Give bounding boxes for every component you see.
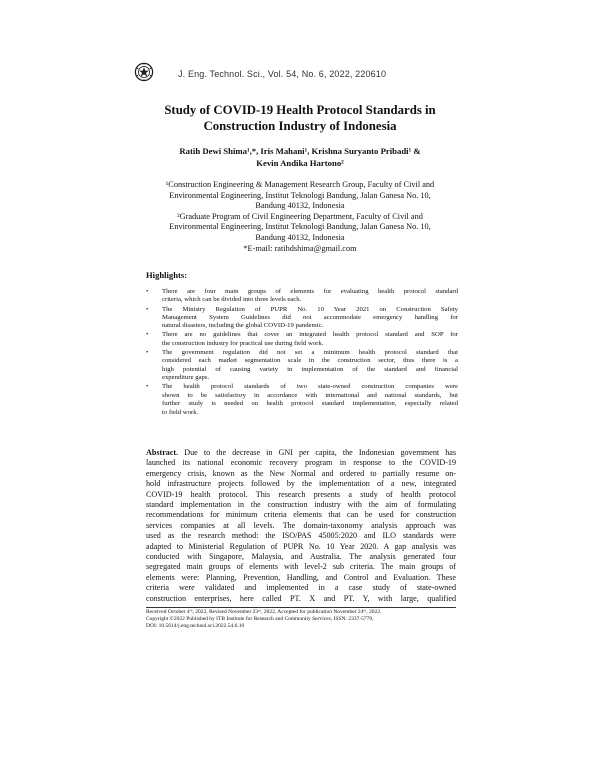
highlight-item [146,383,458,417]
affiliation-line: Bandung 40132, Indonesia [255,232,345,242]
abstract-line: used as the research method: the ISO/PAS 45005:2020 and ILO standards were [146,531,456,541]
received-dates: Received October 4ᵗʰ, 2022, Revised November 23ʳᵈ, 2022, Accepted for publication November 24ᵗʰ, 2022. [146,609,382,615]
highlight-line: There are four main groups of elements for evaluating health protocol standard [162,288,458,295]
highlight-item [146,288,458,305]
highlight-line: shown to be satisfactory in accordance with international and national standards, but [162,391,458,399]
author-line: Kevin Andika Hartono² [256,157,344,168]
highlight-line: The health protocol standards of two state-owned construction companies were [162,383,458,391]
affiliation-line: ²Graduate Program of Civil Engineering Department, Faculty of Civil and [177,211,423,221]
title-line: Study of COVID-19 Health Protocol Standards in [164,103,436,117]
copyright-notice: Copyright ©2022 Published by ITB Institute for Research and Community Services, ISSN: 2337-5779, [146,616,374,623]
abstract-line: adapted to Ministerial Regulation of PUPR No. 10 Year 2020. A gap analysis was [146,541,456,551]
highlight-line: Management System Guidelines did not accommodate emergency handling for [162,313,458,321]
highlights-list [146,288,458,418]
highlight-line: further study is needed on health protocol standard implementation, especially related [162,400,458,408]
title-line: Construction Industry of Indonesia [203,119,397,133]
journal-citation: J. Eng. Technol. Sci., Vol. 54, No. 6, 2022, 220610 [178,69,387,79]
bullet-icon: • [146,331,149,339]
abstract-line: services companies at all levels. The domain-taxonomy analysis approach was [146,520,456,530]
abstract-line-text: Due to the decrease in GNI per capita, the Indonesian government has [178,448,456,457]
abstract-line: elements were: Planning, Prevention, Handling, and Control and Evaluation. These [146,572,456,582]
abstract-line: hold infrastructure projects followed by the implementation of a new, integrated [146,479,456,489]
highlight-item [146,349,458,383]
bullet-icon: • [146,305,149,313]
abstract-line [146,448,456,458]
highlight-line: criteria, which can be divided into three levels each. [162,296,302,304]
abstract-line: launched its national economic recovery program in response to the COVID-19 [146,458,456,468]
bullet-icon: • [146,288,149,295]
abstract-line: COVID-19 health protocol. This research presents a study of health protocol [146,489,456,499]
abstract-line: recommendations for minimum criteria elements that can be used for construction [146,510,456,520]
highlight-line: The Ministry Regulation of PUPR No. 10 Year 2021 on Construction Safety [162,305,458,313]
corresponding-email: *E-mail: ratihdshima@gmail.com [243,243,357,253]
bullet-icon: • [146,383,149,391]
doi: DOI: 10.5614/j.eng.technol.sci.2022.54.6.10 [146,623,245,630]
abstract-line: criteria were validated and implemented in a case study of state-owned [146,583,456,593]
affiliation-line: Bandung 40132, Indonesia [255,201,345,211]
author-list [140,146,460,169]
affiliations [140,180,460,254]
abstract-label: Abstract. [146,448,179,457]
paper-title [140,102,460,134]
highlights-heading: Highlights: [146,270,188,280]
highlight-line: high potential of causing variety in implementation of the standard and financial [162,365,458,373]
highlight-item [146,306,458,331]
affiliation-line: Environmental Engineering, Institut Teknologi Bandung, Jalan Ganesa No. 10, [169,222,431,232]
abstract [146,448,456,604]
highlight-line: to field work. [162,408,199,416]
highlight-item [146,331,458,348]
affiliation-line: Environmental Engineering, Institut Teknologi Bandung, Jalan Ganesa No. 10, [169,190,431,200]
highlight-line: the construction industry for practical use during field work. [162,339,324,347]
abstract-line: segregated main groups of elements with level-2 sub criteria. The main groups of [146,562,456,572]
highlight-line: There are no guidelines that cover an integrated health protocol standard and SOP for [162,331,458,339]
publication-footer [146,607,456,631]
highlight-line: expenditure gaps. [162,374,210,382]
abstract-line: construction enterprises, here called PT. X and PT. Y, with large, qualified [146,593,456,603]
author-line: Ratih Dewi Shima¹,*, Iris Mahani¹, Krishna Suryanto Pribadi¹ & [179,146,421,156]
affiliation-line: ¹Construction Engineering & Management Research Group, Faculty of Civil and [165,180,435,189]
highlight-line: natural disasters, including the global COVID-19 pandemic. [162,322,324,330]
abstract-line: emergency crisis, known as the New Normal and ordered to partially resume on- [146,468,456,478]
highlight-line: The government regulation did not set a minimum health protocol standard that [162,348,458,356]
highlight-line: considered each market segmentation scale in the construction sector, thus there is a [162,357,458,365]
itb-seal-icon [134,62,154,82]
abstract-line: standard implementation in the construction industry with the aim of formulating [146,500,456,510]
abstract-line: conducted with Singapore, Malaysia, and Australia. The analysis generated four [146,552,456,562]
bullet-icon: • [146,348,149,356]
